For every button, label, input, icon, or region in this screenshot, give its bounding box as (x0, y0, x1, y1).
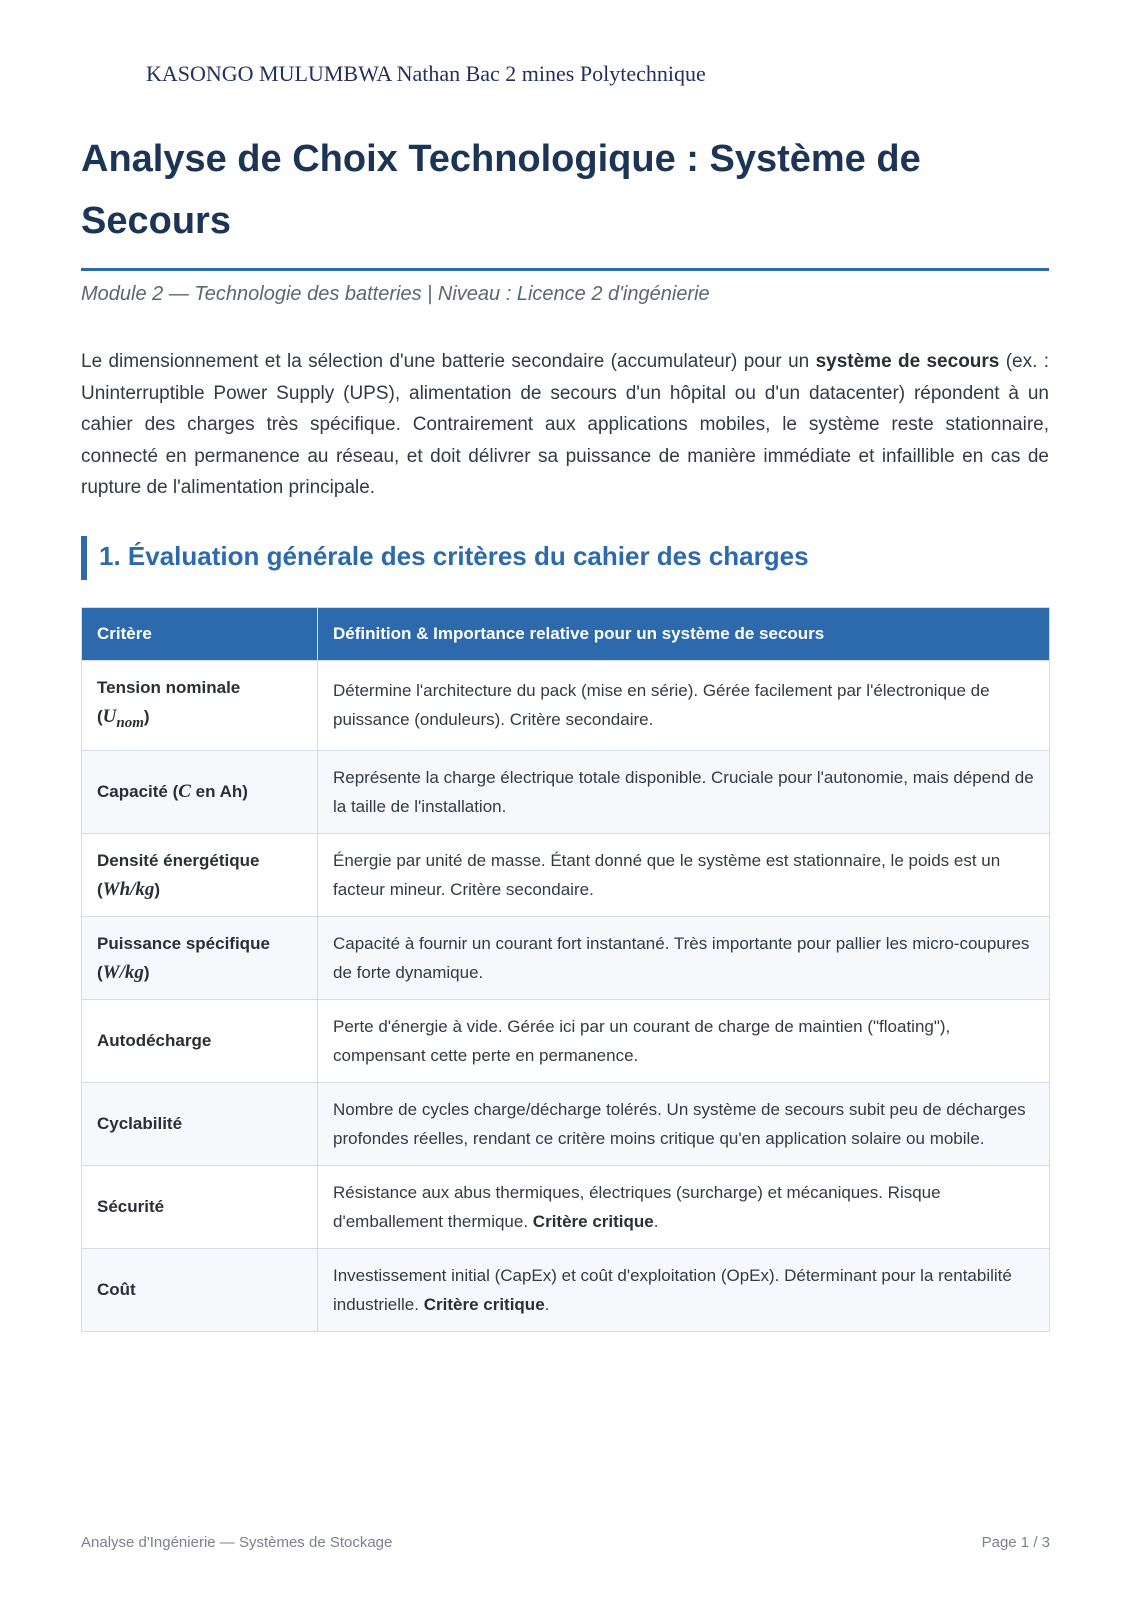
section-heading: 1. Évaluation générale des critères du cahier des charges (81, 536, 809, 580)
footer-title: Analyse d'Ingénierie — Systèmes de Stockage (81, 1534, 393, 1551)
criterion-symbol-open: ( (97, 707, 103, 726)
column-header-definition: Définition & Importance relative pour un système de secours (318, 608, 1050, 661)
criterion-symbol-close: ) (154, 879, 161, 899)
criterion-symbol (102, 706, 144, 731)
page-number: Page 1 / 3 (981, 1534, 1050, 1551)
definition-cell: Représente la charge électrique totale disponible. Cruciale pour l'autonomie, mais dépend de la taille de l'installation. (318, 750, 1050, 833)
symbol-main: U (102, 706, 117, 727)
table-row (82, 750, 1050, 833)
definition-cell: Nombre de cycles charge/décharge tolérés. Un système de secours subit peu de décharges profondes réelles, rendant ce critère moins critique qu'en application solaire ou mobile. (318, 1082, 1050, 1165)
intro-bold-term: système de secours (815, 351, 1000, 372)
criterion-label: Densité énergétique (97, 850, 260, 870)
criterion-symbol: W/kg (102, 961, 144, 983)
criterion-prefix: Capacité ( (97, 782, 179, 802)
definition-end: . (544, 1294, 550, 1314)
symbol-subscript: nom (116, 714, 144, 731)
criterion-cell: Coût (82, 1248, 318, 1331)
intro-text-start: Le dimensionnement et la sélection d'une batterie secondaire (accumulateur) pour un (81, 351, 816, 372)
definition-cell: Perte d'énergie à vide. Gérée ici par un courant de charge de maintien ("floating"), compensant cette perte en permanence. (318, 999, 1050, 1082)
criterion-symbol-open: ( (97, 962, 103, 982)
criterion-cell: Cyclabilité (82, 1082, 318, 1165)
intro-paragraph (81, 346, 1049, 504)
criterion-cell (82, 661, 318, 751)
definition-cell (318, 1165, 1050, 1248)
table-row (82, 999, 1050, 1082)
definition-text: Investissement initial (CapEx) et coût d'exploitation (OpEx). Déterminant pour la rentabilité industrielle. (333, 1265, 1012, 1314)
table-row (82, 661, 1050, 751)
criterion-suffix: en Ah) (190, 782, 248, 802)
intro-text-end: (ex. : Uninterruptible Power Supply (UPS), alimentation de secours d'un hôpital ou d'un datacenter) répondent à un cahier des charges très spécifique. Contrairement aux applications mobiles, le système reste stationnaire, connecté en permanence au réseau, et doit délivrer sa puissance de manière immédiate et infaillible en cas de rupture de l'alimentation principale. (81, 351, 1050, 499)
definition-bold: Critère critique (423, 1294, 545, 1314)
criterion-symbol-open: ( (97, 879, 103, 899)
criterion-label: Puissance spécifique (97, 933, 270, 953)
criterion-symbol: Wh/kg (102, 878, 155, 900)
column-header-criterion: Critère (82, 608, 318, 661)
page-title: Analyse de Choix Technologique : Système de Secours (81, 138, 921, 242)
author-header: KASONGO MULUMBWA Nathan Bac 2 mines Polytechnique (146, 61, 706, 86)
criterion-cell: Autodécharge (82, 999, 318, 1082)
criterion-cell (82, 833, 318, 916)
criterion-symbol-close: ) (143, 707, 150, 726)
criterion-cell: Sécurité (82, 1165, 318, 1248)
definition-cell: Détermine l'architecture du pack (mise en série). Gérée facilement par l'électronique de puissance (onduleurs). Critère secondaire. (318, 661, 1050, 751)
criterion-symbol-close: ) (143, 962, 150, 982)
definition-text: Résistance aux abus thermiques, électriques (surcharge) et mécaniques. Risque d'emballement thermique. (333, 1182, 941, 1231)
table-row (82, 1082, 1050, 1165)
criterion-cell (82, 750, 318, 833)
table-row (82, 833, 1050, 916)
criterion-cell (82, 916, 318, 999)
criterion-label: Tension nominale (97, 678, 241, 697)
definition-cell: Capacité à fournir un courant fort instantané. Très importante pour pallier les micro-coupures de forte dynamique. (318, 916, 1050, 999)
criteria-table (81, 607, 1050, 1332)
definition-cell (318, 1248, 1050, 1331)
definition-cell: Énergie par unité de masse. Étant donné que le système est stationnaire, le poids est un facteur mineur. Critère secondaire. (318, 833, 1050, 916)
definition-end: . (653, 1211, 659, 1231)
title-divider (81, 268, 1049, 271)
subtitle: Module 2 — Technologie des batteries | Niveau : Licence 2 d'ingénierie (81, 283, 710, 305)
table-row (82, 1165, 1050, 1248)
table-header-row (82, 608, 1050, 661)
table-row (82, 1248, 1050, 1331)
criterion-symbol: C (178, 781, 191, 803)
table-row (82, 916, 1050, 999)
definition-bold: Critère critique (532, 1211, 654, 1231)
